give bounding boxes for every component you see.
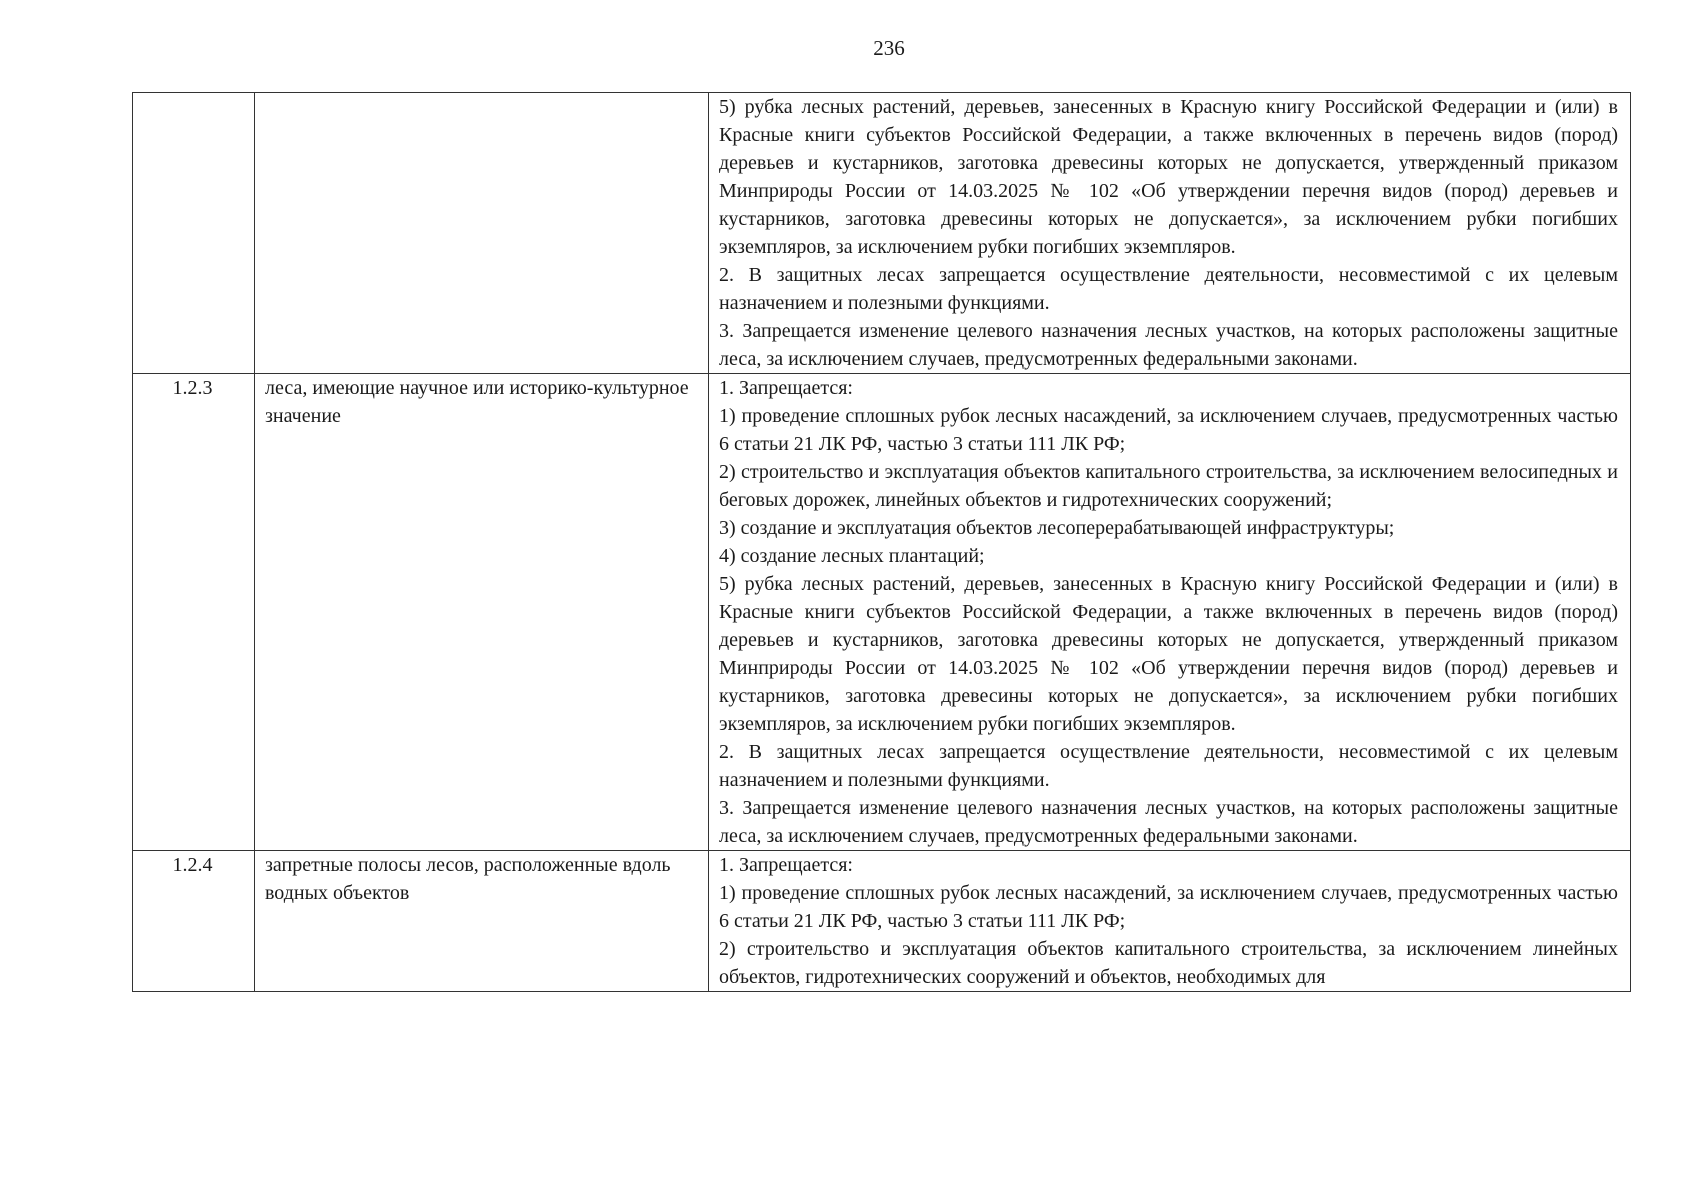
restriction-paragraph: 3. Запрещается изменение целевого назначения лесных участков, на которых расположены защитные леса, за исключением случаев, предусмотренных федеральными законами. (719, 320, 1618, 370)
page-number: 236 (873, 36, 905, 60)
restriction-paragraph: 2. В защитных лесах запрещается осуществление деятельности, несовместимой с их целевым назначением и полезными функциями. (719, 264, 1618, 314)
regulations-table (132, 92, 1631, 992)
row-number: 1.2.4 (133, 851, 255, 992)
restriction-paragraph: 2. В защитных лесах запрещается осуществление деятельности, несовместимой с их целевым назначением и полезными функциями. (719, 741, 1618, 791)
restriction-paragraph: 1. Запрещается: (719, 854, 853, 876)
restriction-paragraph: 1) проведение сплошных рубок лесных насаждений, за исключением случаев, предусмотренных частью 6 статьи 21 ЛК РФ, частью 3 статьи 111 ЛК РФ; (719, 405, 1618, 455)
restriction-paragraph: 1. Запрещается: (719, 377, 853, 399)
row-number: 1.2.3 (133, 374, 255, 851)
restriction-paragraph: 3. Запрещается изменение целевого назначения лесных участков, на которых расположены защитные леса, за исключением случаев, предусмотренных федеральными законами. (719, 797, 1618, 847)
restriction-paragraph: 4) создание лесных плантаций; (719, 545, 985, 567)
table-row (133, 851, 1631, 992)
restriction-paragraph: 5) рубка лесных растений, деревьев, занесенных в Красную книгу Российской Федерации и (или) в Красные книги субъектов Российской Федерации, а также включенных в перечень видов (пород) деревьев и кустарников, заготовка древесины которых не допускается, утвержденный приказом Минприроды России от 14.03.2025 № 102 «Об утверждении перечня видов (пород) деревьев и кустарников, заготовка древесины которых не допускается», за исключением рубки погибших экземпляров, за исключением рубки погибших экземпляров. (719, 573, 1618, 735)
forest-category: леса, имеющие научное или историко-культурное значение (255, 374, 709, 851)
table-row (133, 374, 1631, 851)
restrictions-cell (709, 374, 1631, 851)
forest-category (255, 93, 709, 374)
forest-category: запретные полосы лесов, расположенные вдоль водных объектов (255, 851, 709, 992)
table-row (133, 93, 1631, 374)
restriction-paragraph: 5) рубка лесных растений, деревьев, занесенных в Красную книгу Российской Федерации и (или) в Красные книги субъектов Российской Федерации, а также включенных в перечень видов (пород) деревьев и кустарников, заготовка древесины которых не допускается, утвержденный приказом Минприроды России от 14.03.2025 № 102 «Об утверждении перечня видов (пород) деревьев и кустарников, заготовка древесины которых не допускается», за исключением рубки погибших экземпляров, за исключением рубки погибших экземпляров. (719, 96, 1618, 258)
restriction-paragraph: 1) проведение сплошных рубок лесных насаждений, за исключением случаев, предусмотренных частью 6 статьи 21 ЛК РФ, частью 3 статьи 111 ЛК РФ; (719, 882, 1618, 932)
row-number (133, 93, 255, 374)
restriction-paragraph: 2) строительство и эксплуатация объектов капитального строительства, за исключением линейных объектов, гидротехнических сооружений и объектов, необходимых для (719, 938, 1618, 988)
restriction-paragraph: 3) создание и эксплуатация объектов лесоперерабатывающей инфраструктуры; (719, 517, 1395, 539)
restrictions-cell (709, 93, 1631, 374)
restrictions-cell (709, 851, 1631, 992)
restriction-paragraph: 2) строительство и эксплуатация объектов капитального строительства, за исключением велосипедных и беговых дорожек, линейных объектов и гидротехнических сооружений; (719, 461, 1618, 511)
